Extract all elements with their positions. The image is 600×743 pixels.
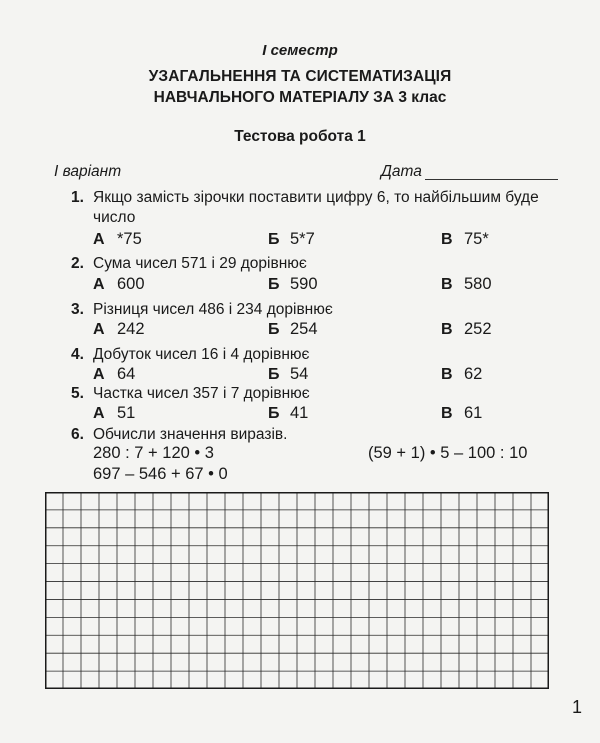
question-1-text-cont: число — [93, 209, 136, 226]
q5-option-b-value[interactable]: 41 — [290, 404, 309, 422]
q3-option-c-value[interactable]: 252 — [464, 320, 492, 338]
variant-label: І варіант — [54, 163, 122, 180]
q5-option-c-value[interactable]: 61 — [464, 404, 483, 422]
section-title-line2: НАВЧАЛЬНОГО МАТЕРІАЛУ ЗА 3 клас — [153, 89, 447, 106]
q4-option-a-value[interactable]: 64 — [117, 365, 136, 383]
q1-option-a-value[interactable]: *75 — [117, 230, 142, 248]
question-5-text: Частка чисел 357 і 7 дорівнює — [93, 385, 310, 402]
q2-option-c-letter: В — [441, 276, 453, 293]
q3-option-a-value[interactable]: 242 — [117, 320, 145, 338]
q3-option-b-value[interactable]: 254 — [290, 320, 318, 338]
question-1-number: 1. — [71, 189, 84, 206]
q3-option-c-letter: В — [441, 321, 453, 338]
q2-option-c-value[interactable]: 580 — [464, 275, 492, 293]
answer-grid[interactable] — [45, 492, 549, 689]
question-3-text: Різниця чисел 486 і 234 дорівнює — [93, 301, 333, 318]
q3-option-a-letter: А — [93, 321, 105, 338]
q5-option-c-letter: В — [441, 405, 453, 422]
expression-1: 280 : 7 + 120 • 3 — [93, 444, 214, 462]
expression-3: 697 – 546 + 67 • 0 — [93, 465, 228, 483]
question-2-number: 2. — [71, 255, 84, 272]
q4-option-c-value[interactable]: 62 — [464, 365, 483, 383]
q3-option-b-letter: Б — [268, 321, 280, 338]
question-5-number: 5. — [71, 385, 84, 402]
q4-option-b-letter: Б — [268, 366, 280, 383]
question-4-text: Добуток чисел 16 і 4 дорівнює — [93, 346, 310, 363]
q2-option-b-value[interactable]: 590 — [290, 275, 318, 293]
test-title: Тестова робота 1 — [234, 128, 366, 145]
q2-option-b-letter: Б — [268, 276, 280, 293]
date-field-line[interactable] — [425, 179, 558, 180]
section-title-line1: УЗАГАЛЬНЕННЯ ТА СИСТЕМАТИЗАЦІЯ — [148, 68, 452, 85]
q5-option-a-value[interactable]: 51 — [117, 404, 136, 422]
q5-option-b-letter: Б — [268, 405, 280, 422]
question-6-text: Обчисли значення виразів. — [93, 426, 288, 443]
q1-option-c-letter: В — [441, 231, 453, 248]
q4-option-c-letter: В — [441, 366, 453, 383]
q4-option-b-value[interactable]: 54 — [290, 365, 309, 383]
question-1-text: Якщо замість зірочки поставити цифру 6, то найбільшим буде — [93, 189, 539, 206]
question-6-number: 6. — [71, 426, 84, 443]
question-3-number: 3. — [71, 301, 84, 318]
question-4-number: 4. — [71, 346, 84, 363]
expression-2: (59 + 1) • 5 – 100 : 10 — [368, 444, 528, 462]
semester-label: І семестр — [262, 42, 338, 59]
q1-option-a-letter: А — [93, 231, 105, 248]
q5-option-a-letter: А — [93, 405, 105, 422]
date-label: Дата — [381, 163, 422, 180]
q4-option-a-letter: А — [93, 366, 105, 383]
q1-option-c-value[interactable]: 75* — [464, 230, 489, 248]
q2-option-a-letter: А — [93, 276, 105, 293]
q1-option-b-letter: Б — [268, 231, 280, 248]
q1-option-b-value[interactable]: 5*7 — [290, 230, 315, 248]
page-number: 1 — [572, 697, 583, 717]
question-2-text: Сума чисел 571 і 29 дорівнює — [93, 255, 307, 272]
q2-option-a-value[interactable]: 600 — [117, 275, 145, 293]
